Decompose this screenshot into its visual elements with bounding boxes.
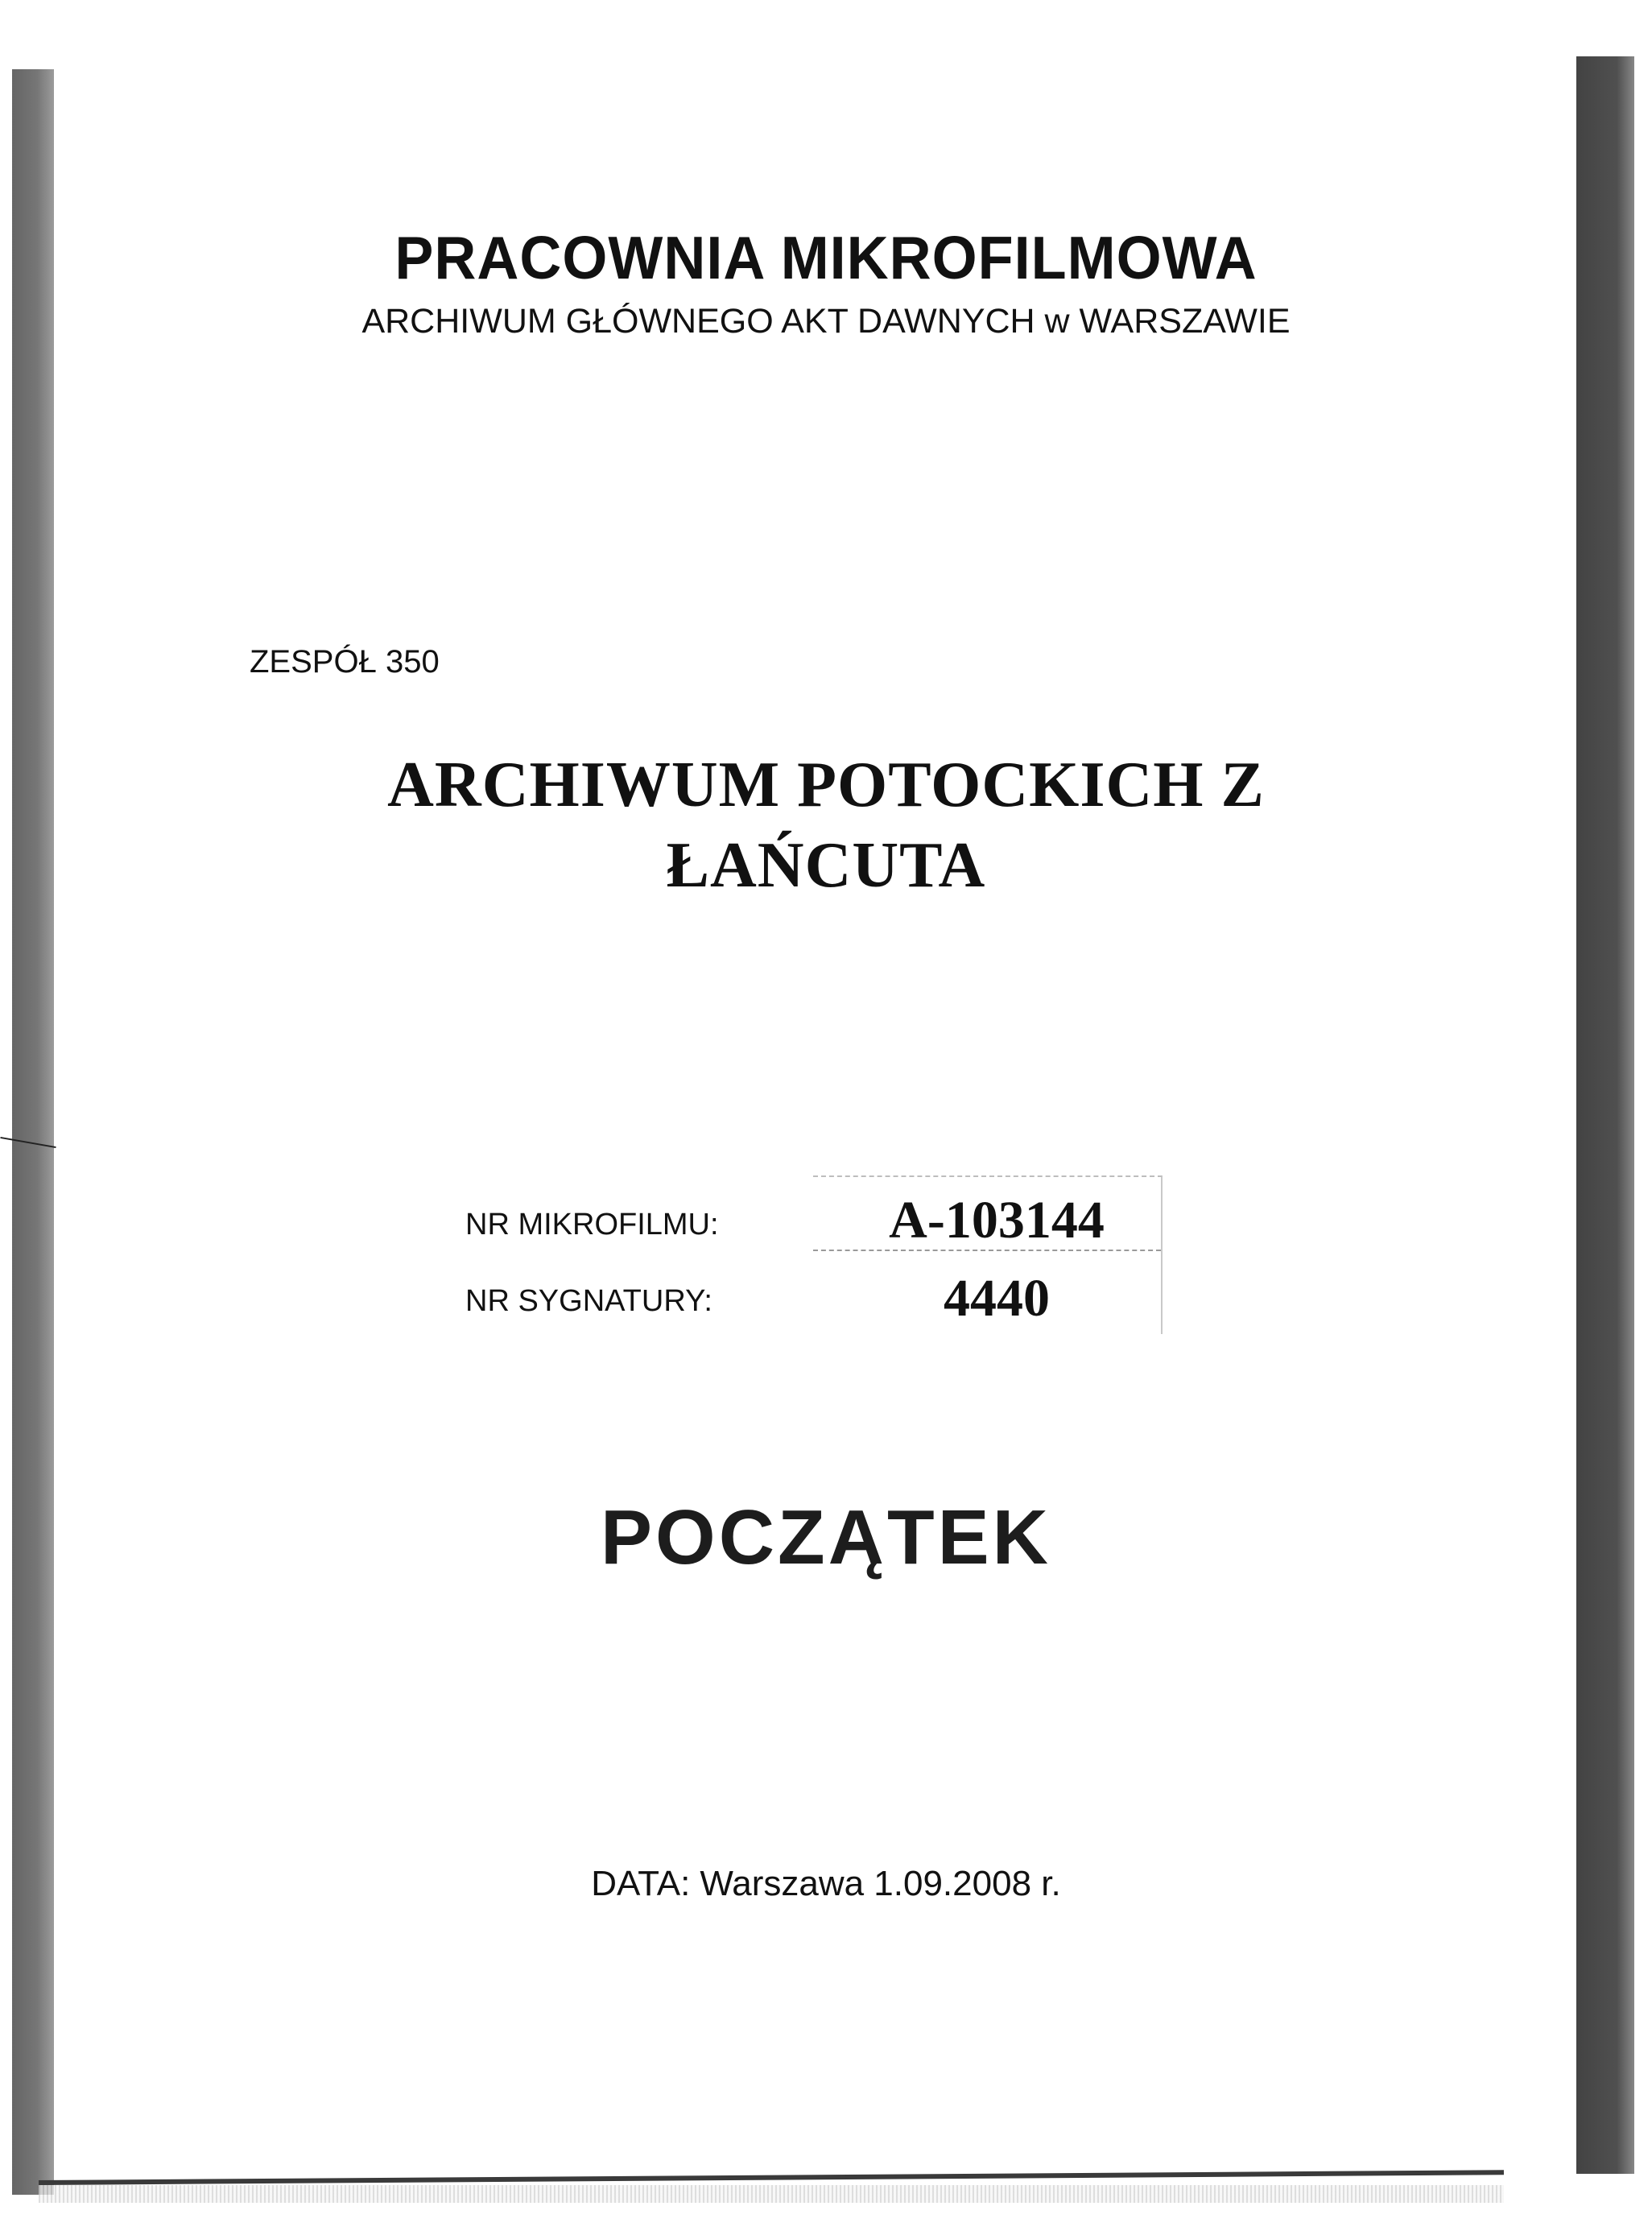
date-line [0,1864,1652,1904]
date-value: Warszawa 1.09.2008 r. [700,1864,1061,1903]
signature-number-label: NR SYGNATURY: [465,1284,712,1318]
scan-edge-right [1576,56,1634,2174]
document-subtitle: ARCHIWUM GŁÓWNEGO AKT DAWNYCH w WARSZAWIE [361,302,1291,341]
fond-title-line-1: ARCHIWUM POTOCKICH Z [387,750,1265,820]
fond-number: ZESPÓŁ 350 [250,644,440,680]
fond-title [0,745,1652,906]
start-marker: POCZĄTEK [601,1494,1051,1580]
microfilm-number-label: NR MIKROFILMU: [465,1208,719,1241]
scan-edge-bottom-noise [39,2185,1504,2203]
scan-edge-bottom [39,2170,1504,2185]
date-label: DATA: [591,1864,691,1903]
fond-title-line-2: ŁAŃCUTA [666,830,986,901]
document-title: PRACOWNIA MIKROFILMOWA [394,225,1258,292]
signature-number-value: 4440 [944,1269,1050,1328]
microfilm-number-value: A-103144 [889,1191,1105,1250]
